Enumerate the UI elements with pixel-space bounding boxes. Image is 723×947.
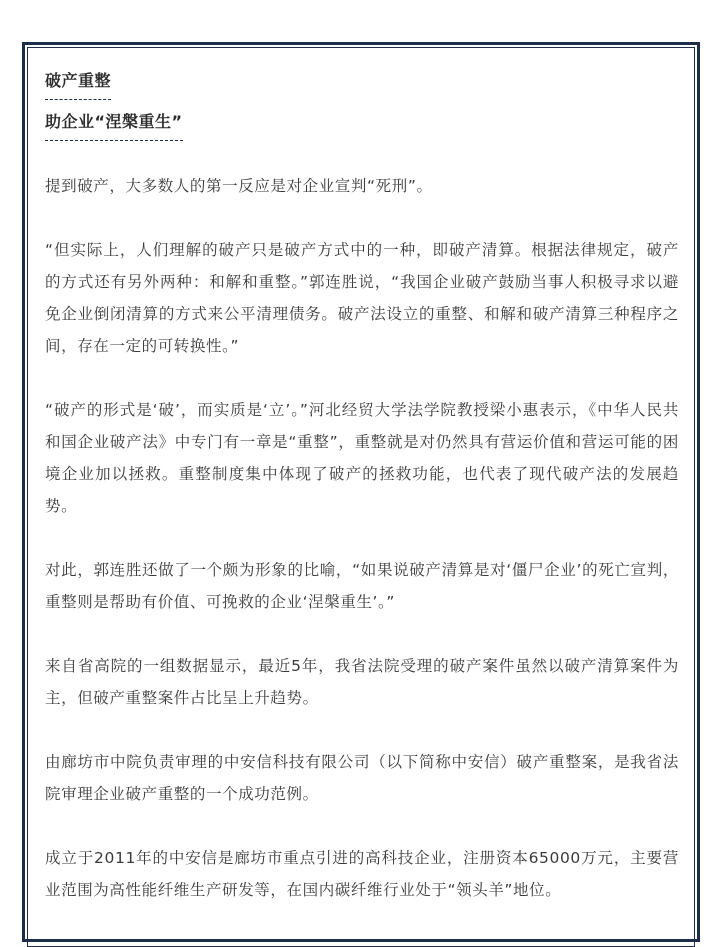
paragraph: 成立于2011年的中安信是廊坊市重点引进的高科技企业，注册资本65000万元，主要营业范围为高性能纤维生产研发等，在国内碳纤维行业处于“领头羊”地位。 xyxy=(45,849,679,899)
paragraph: “但实际上，人们理解的破产只是破产方式中的一种，即破产清算。根据法律规定，破产的方式还有另外两种：和解和重整。”郭连胜说，“我国企业破产鼓励当事人积极寻求以避免企业倒闭清算的方式来公平清理债务。破产法设立的重整、和解和破产清算三种程序之间，存在一定的可转换性。” xyxy=(45,241,679,355)
paragraph: 由廊坊市中院负责审理的中安信科技有限公司（以下简称中安信）破产重整案，是我省法院审理企业破产重整的一个成功范例。 xyxy=(45,753,679,803)
paragraph: 对此，郭连胜还做了一个颇为形象的比喻，“如果说破产清算是对‘僵尸企业’的死亡宣判，重整则是帮助有价值、可挽救的企业‘涅槃重生’。” xyxy=(45,561,679,611)
paragraph: 来自省高院的一组数据显示，最近5年，我省法院受理的破产案件虽然以破产清算案件为主，但破产重整案件占比呈上升趋势。 xyxy=(45,657,679,707)
section-heading-sub: 助企业“涅槃重生” xyxy=(45,111,183,141)
article-content xyxy=(45,64,679,906)
section-heading-main: 破产重整 xyxy=(45,70,111,100)
paragraph: 提到破产，大多数人的第一反应是对企业宣判“死刑”。 xyxy=(45,177,433,195)
paragraph: “破产的形式是‘破’，而实质是‘立’。”河北经贸大学法学院教授梁小惠表示，《中华人民共和国企业破产法》中专门有一章是“重整”，重整就是对仍然具有营运价值和营运可能的困境企业加以拯救。重整制度集中体现了破产的拯救功能，也代表了现代破产法的发展趋势。 xyxy=(45,401,679,515)
